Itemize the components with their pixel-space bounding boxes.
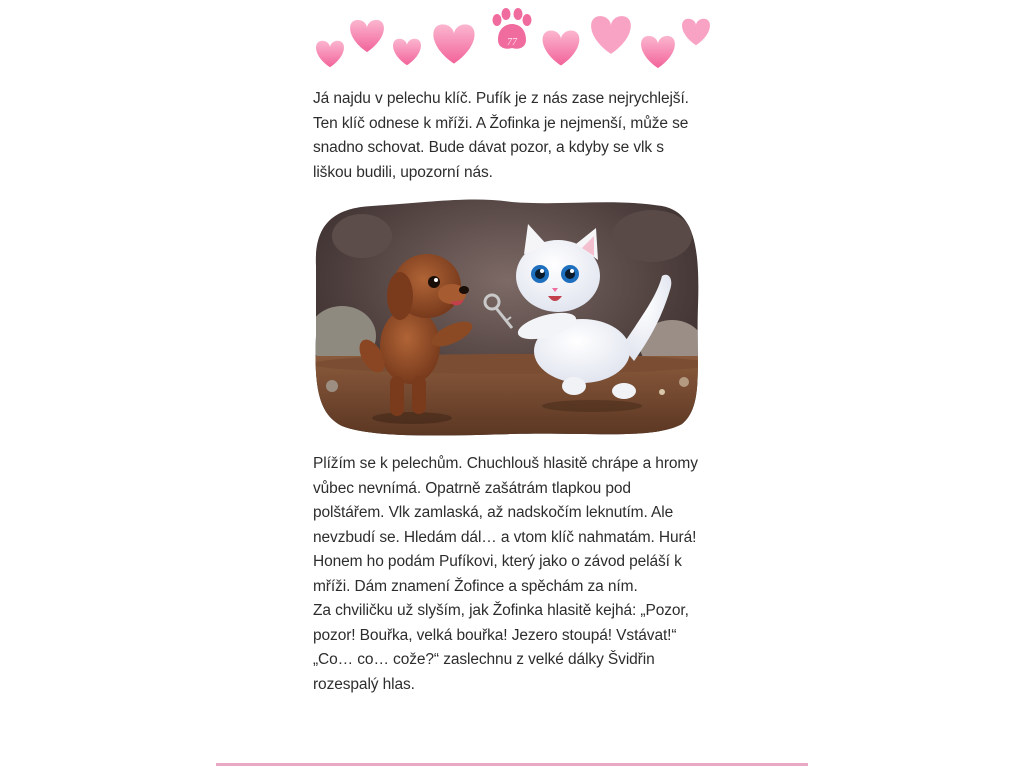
paragraph-story bbox=[313, 452, 713, 697]
page-number: 77 bbox=[507, 37, 517, 48]
heart-icon bbox=[543, 31, 580, 66]
heart-icon bbox=[641, 36, 675, 68]
text-line: polštářem. Vlk zamlaská, až nadskočím leknutím. Ale bbox=[313, 504, 674, 521]
story-illustration bbox=[312, 196, 702, 438]
heart-icon bbox=[433, 24, 474, 63]
text-line: pozor! Bouřka, velká bouřka! Jezero stoupá! Vstávat!“ bbox=[313, 626, 677, 644]
heart-icon bbox=[682, 19, 710, 46]
text-line: nevzbudí se. Hledám dál… a vtom klíč nahmatám. Hurá! bbox=[313, 528, 697, 546]
text-line: mříži. Dám znamení Žofince a spěchám za ním. bbox=[313, 577, 638, 595]
heart-icon bbox=[393, 39, 421, 66]
heart-icon bbox=[316, 41, 344, 68]
text-line: Za chviličku už slyším, jak Žofinka hlasitě kejhá: „Pozor, bbox=[313, 602, 689, 619]
text-line: rozespalý hlas. bbox=[313, 675, 415, 693]
heart-icon bbox=[350, 20, 384, 52]
heart-icon bbox=[591, 16, 631, 54]
text-line: Honem ho podám Pufíkovi, který jako o závod peláší k bbox=[313, 553, 682, 570]
text-line: vůbec nevnímá. Opatrně zašátrám tlapkou pod bbox=[313, 479, 631, 497]
text-line: snadno schovat. Bude dávat pozor, a kdyby se vlk s bbox=[313, 139, 664, 156]
page-bottom-rule bbox=[216, 763, 808, 766]
text-line: „Co… co… cože?“ zaslechnu z velké dálky Švidřin bbox=[313, 651, 655, 668]
text-line: liškou budili, upozorní nás. bbox=[313, 163, 493, 181]
text-line: Plížím se k pelechům. Chuchlouš hlasitě chrápe a hromy bbox=[313, 455, 698, 472]
text-line: Já najdu v pelechu klíč. Pufík je z nás zase nejrychlejší. bbox=[313, 90, 689, 107]
paragraph-intro bbox=[313, 87, 713, 185]
text-line: Ten klíč odnese k mříži. A Žofinka je nejmenší, může se bbox=[313, 114, 689, 132]
